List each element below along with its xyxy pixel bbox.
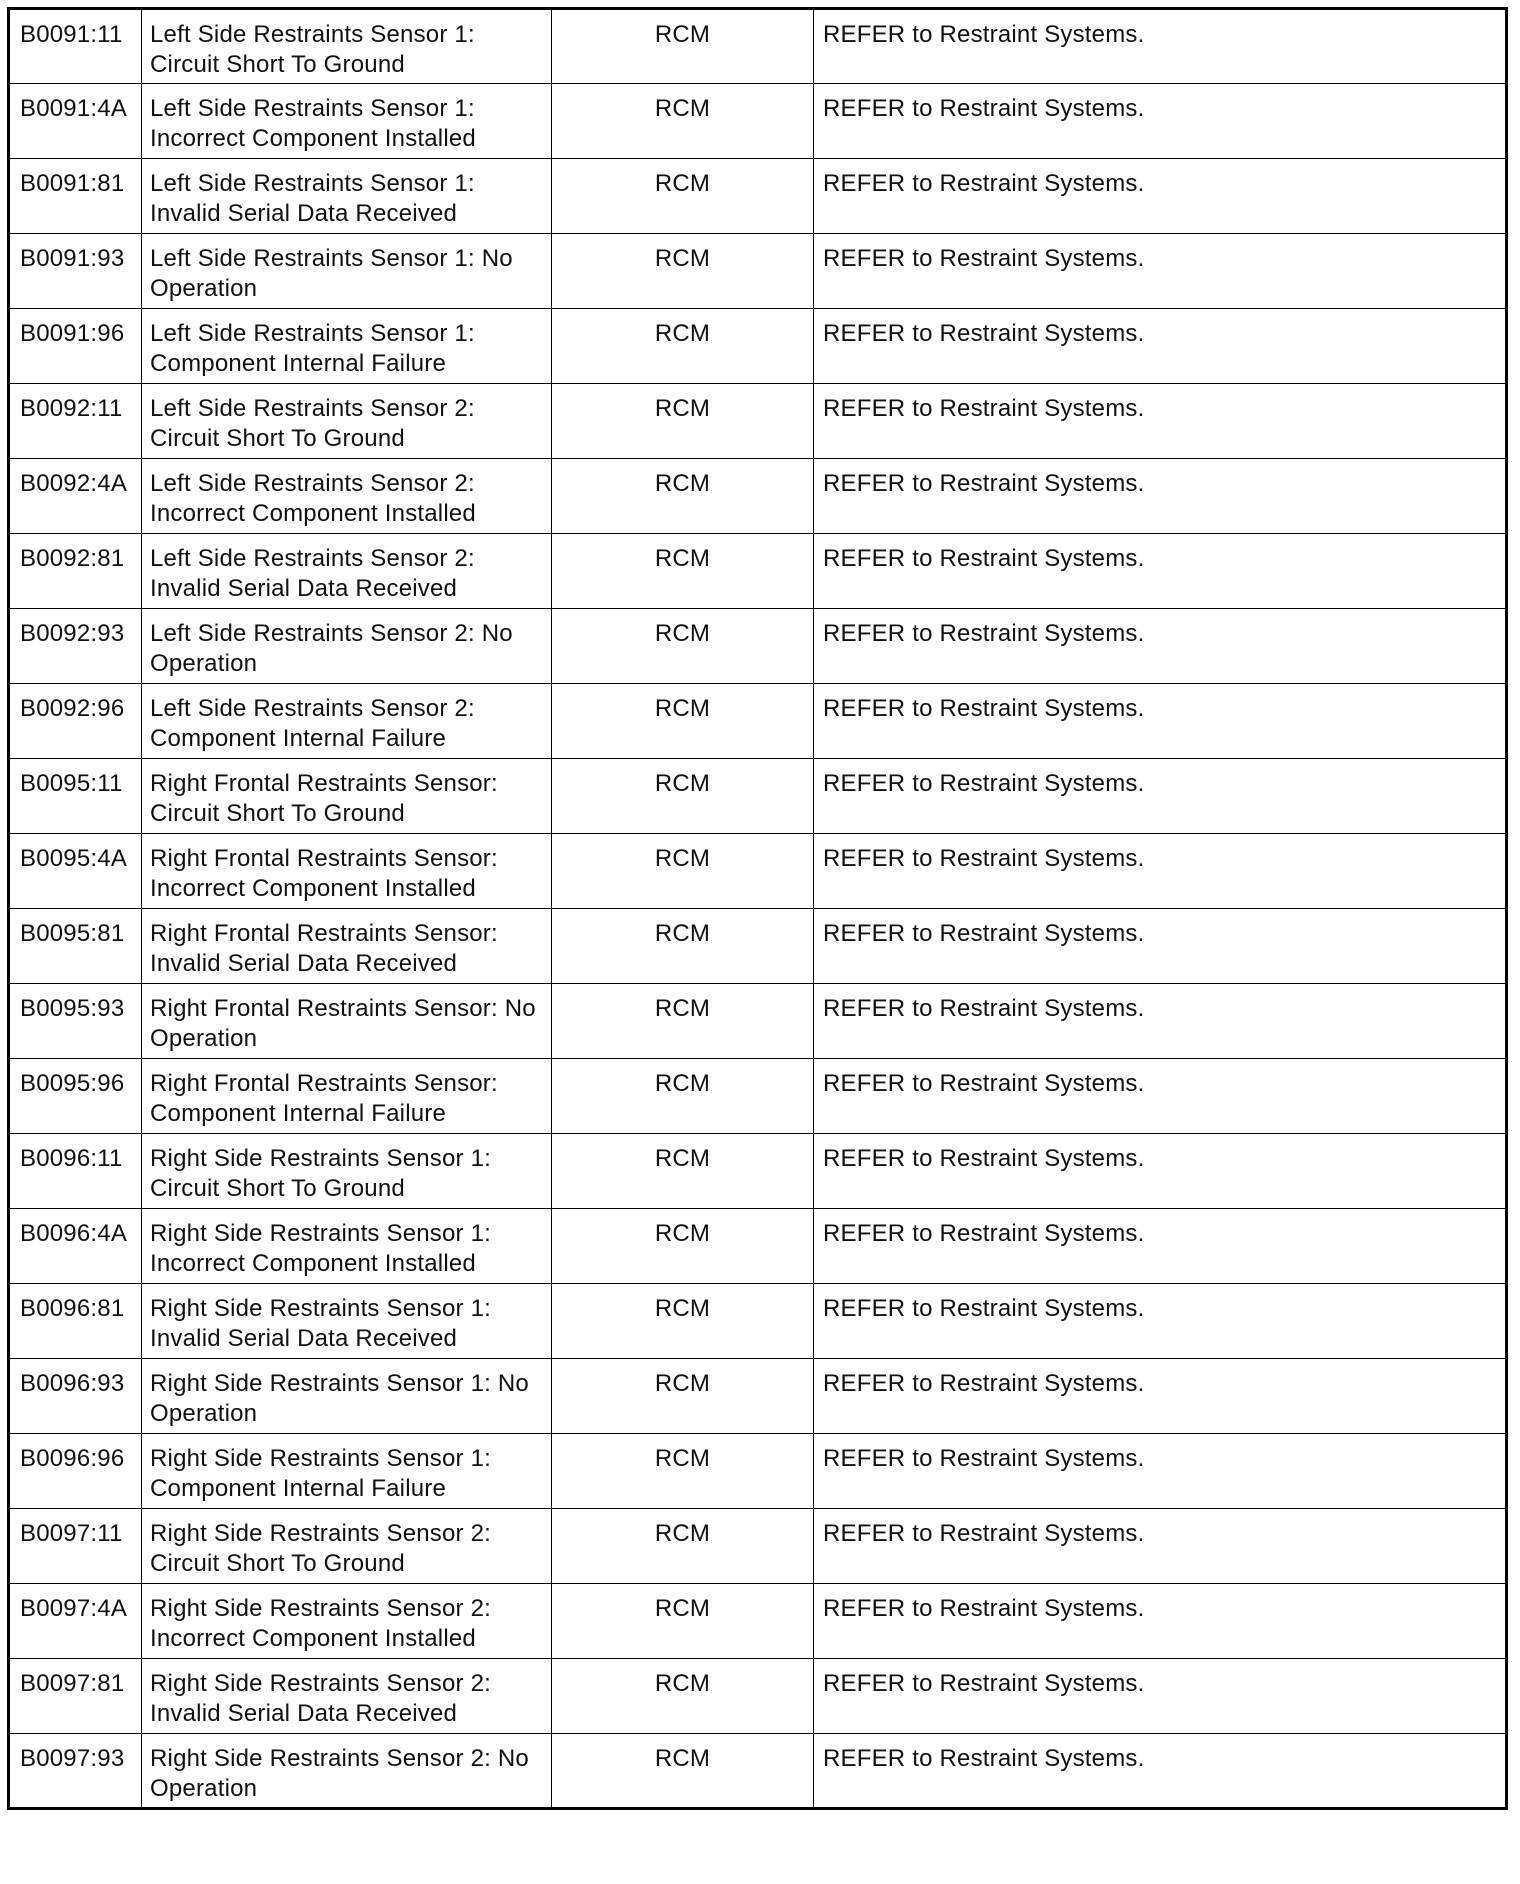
action-cell: REFER to Restraint Systems. bbox=[814, 1359, 1507, 1434]
dtc-code-cell: B0091:4A bbox=[9, 84, 142, 159]
action-cell: REFER to Restraint Systems. bbox=[814, 1659, 1507, 1734]
dtc-description-cell: Right Side Restraints Sensor 1: Circuit Short To Ground bbox=[142, 1134, 552, 1209]
dtc-description-cell: Right Side Restraints Sensor 2: Invalid Serial Data Received bbox=[142, 1659, 552, 1734]
dtc-description-cell: Right Frontal Restraints Sensor: No Operation bbox=[142, 984, 552, 1059]
dtc-description-cell: Right Side Restraints Sensor 2: No Operation bbox=[142, 1734, 552, 1809]
table-row bbox=[9, 309, 1507, 384]
dtc-code-cell: B0091:81 bbox=[9, 159, 142, 234]
dtc-description-cell: Right Side Restraints Sensor 2: Incorrect Component Installed bbox=[142, 1584, 552, 1659]
dtc-description-cell: Left Side Restraints Sensor 1: No Operation bbox=[142, 234, 552, 309]
action-cell: REFER to Restraint Systems. bbox=[814, 834, 1507, 909]
action-cell: REFER to Restraint Systems. bbox=[814, 1284, 1507, 1359]
table-row bbox=[9, 1734, 1507, 1809]
module-cell: RCM bbox=[552, 384, 814, 459]
module-cell: RCM bbox=[552, 1284, 814, 1359]
module-cell: RCM bbox=[552, 759, 814, 834]
table-row bbox=[9, 1209, 1507, 1284]
dtc-description-cell: Left Side Restraints Sensor 2: Component Internal Failure bbox=[142, 684, 552, 759]
action-cell: REFER to Restraint Systems. bbox=[814, 459, 1507, 534]
dtc-code-cell: B0095:11 bbox=[9, 759, 142, 834]
action-cell: REFER to Restraint Systems. bbox=[814, 759, 1507, 834]
module-cell: RCM bbox=[552, 684, 814, 759]
action-cell: REFER to Restraint Systems. bbox=[814, 159, 1507, 234]
table-row bbox=[9, 1284, 1507, 1359]
dtc-description-cell: Left Side Restraints Sensor 2: Incorrect Component Installed bbox=[142, 459, 552, 534]
module-cell: RCM bbox=[552, 1209, 814, 1284]
dtc-code-cell: B0097:4A bbox=[9, 1584, 142, 1659]
dtc-code-cell: B0092:81 bbox=[9, 534, 142, 609]
dtc-code-cell: B0092:96 bbox=[9, 684, 142, 759]
table-row bbox=[9, 1434, 1507, 1509]
module-cell: RCM bbox=[552, 459, 814, 534]
action-cell: REFER to Restraint Systems. bbox=[814, 684, 1507, 759]
dtc-description-cell: Left Side Restraints Sensor 2: No Operation bbox=[142, 609, 552, 684]
dtc-code-cell: B0097:81 bbox=[9, 1659, 142, 1734]
action-cell: REFER to Restraint Systems. bbox=[814, 1734, 1507, 1809]
module-cell: RCM bbox=[552, 1509, 814, 1584]
action-cell: REFER to Restraint Systems. bbox=[814, 9, 1507, 84]
table-row bbox=[9, 534, 1507, 609]
module-cell: RCM bbox=[552, 1059, 814, 1134]
table-row bbox=[9, 84, 1507, 159]
dtc-code-cell: B0092:4A bbox=[9, 459, 142, 534]
module-cell: RCM bbox=[552, 1134, 814, 1209]
table-row bbox=[9, 609, 1507, 684]
dtc-code-cell: B0095:4A bbox=[9, 834, 142, 909]
table-row bbox=[9, 159, 1507, 234]
dtc-description-cell: Right Side Restraints Sensor 1: Component Internal Failure bbox=[142, 1434, 552, 1509]
module-cell: RCM bbox=[552, 1359, 814, 1434]
dtc-code-cell: B0096:81 bbox=[9, 1284, 142, 1359]
table-row bbox=[9, 1509, 1507, 1584]
dtc-code-cell: B0095:96 bbox=[9, 1059, 142, 1134]
dtc-code-cell: B0096:4A bbox=[9, 1209, 142, 1284]
module-cell: RCM bbox=[552, 234, 814, 309]
table-row bbox=[9, 1584, 1507, 1659]
dtc-description-cell: Right Frontal Restraints Sensor: Invalid Serial Data Received bbox=[142, 909, 552, 984]
table-row bbox=[9, 1059, 1507, 1134]
dtc-code-cell: B0096:11 bbox=[9, 1134, 142, 1209]
table-row bbox=[9, 909, 1507, 984]
module-cell: RCM bbox=[552, 1659, 814, 1734]
module-cell: RCM bbox=[552, 9, 814, 84]
dtc-code-cell: B0092:11 bbox=[9, 384, 142, 459]
table-row bbox=[9, 984, 1507, 1059]
table-row bbox=[9, 1659, 1507, 1734]
module-cell: RCM bbox=[552, 534, 814, 609]
action-cell: REFER to Restraint Systems. bbox=[814, 234, 1507, 309]
dtc-code-cell: B0095:81 bbox=[9, 909, 142, 984]
dtc-description-cell: Left Side Restraints Sensor 2: Circuit Short To Ground bbox=[142, 384, 552, 459]
action-cell: REFER to Restraint Systems. bbox=[814, 1509, 1507, 1584]
module-cell: RCM bbox=[552, 984, 814, 1059]
table-row bbox=[9, 684, 1507, 759]
dtc-description-cell: Right Frontal Restraints Sensor: Component Internal Failure bbox=[142, 1059, 552, 1134]
module-cell: RCM bbox=[552, 309, 814, 384]
dtc-description-cell: Left Side Restraints Sensor 1: Incorrect Component Installed bbox=[142, 84, 552, 159]
action-cell: REFER to Restraint Systems. bbox=[814, 609, 1507, 684]
table-row bbox=[9, 384, 1507, 459]
module-cell: RCM bbox=[552, 1734, 814, 1809]
action-cell: REFER to Restraint Systems. bbox=[814, 1434, 1507, 1509]
module-cell: RCM bbox=[552, 834, 814, 909]
action-cell: REFER to Restraint Systems. bbox=[814, 384, 1507, 459]
module-cell: RCM bbox=[552, 159, 814, 234]
action-cell: REFER to Restraint Systems. bbox=[814, 984, 1507, 1059]
dtc-code-cell: B0091:96 bbox=[9, 309, 142, 384]
table-row bbox=[9, 834, 1507, 909]
module-cell: RCM bbox=[552, 1584, 814, 1659]
dtc-description-cell: Right Frontal Restraints Sensor: Circuit Short To Ground bbox=[142, 759, 552, 834]
dtc-description-cell: Right Frontal Restraints Sensor: Incorrect Component Installed bbox=[142, 834, 552, 909]
dtc-description-cell: Left Side Restraints Sensor 2: Invalid Serial Data Received bbox=[142, 534, 552, 609]
dtc-code-cell: B0097:11 bbox=[9, 1509, 142, 1584]
table-row bbox=[9, 9, 1507, 84]
dtc-code-cell: B0096:93 bbox=[9, 1359, 142, 1434]
action-cell: REFER to Restraint Systems. bbox=[814, 309, 1507, 384]
dtc-code-cell: B0091:93 bbox=[9, 234, 142, 309]
dtc-code-cell: B0095:93 bbox=[9, 984, 142, 1059]
action-cell: REFER to Restraint Systems. bbox=[814, 84, 1507, 159]
dtc-table-body bbox=[9, 9, 1507, 1809]
dtc-code-cell: B0097:93 bbox=[9, 1734, 142, 1809]
table-row bbox=[9, 459, 1507, 534]
dtc-code-cell: B0096:96 bbox=[9, 1434, 142, 1509]
action-cell: REFER to Restraint Systems. bbox=[814, 1059, 1507, 1134]
module-cell: RCM bbox=[552, 909, 814, 984]
dtc-description-cell: Right Side Restraints Sensor 2: Circuit Short To Ground bbox=[142, 1509, 552, 1584]
module-cell: RCM bbox=[552, 1434, 814, 1509]
dtc-description-cell: Right Side Restraints Sensor 1: Incorrect Component Installed bbox=[142, 1209, 552, 1284]
dtc-code-cell: B0091:11 bbox=[9, 9, 142, 84]
dtc-description-cell: Left Side Restraints Sensor 1: Component Internal Failure bbox=[142, 309, 552, 384]
action-cell: REFER to Restraint Systems. bbox=[814, 534, 1507, 609]
table-row bbox=[9, 1359, 1507, 1434]
action-cell: REFER to Restraint Systems. bbox=[814, 1584, 1507, 1659]
dtc-description-cell: Right Side Restraints Sensor 1: No Operation bbox=[142, 1359, 552, 1434]
dtc-description-cell: Left Side Restraints Sensor 1: Circuit Short To Ground bbox=[142, 9, 552, 84]
table-row bbox=[9, 234, 1507, 309]
dtc-table bbox=[7, 7, 1508, 1810]
dtc-code-cell: B0092:93 bbox=[9, 609, 142, 684]
action-cell: REFER to Restraint Systems. bbox=[814, 1209, 1507, 1284]
table-row bbox=[9, 1134, 1507, 1209]
table-row bbox=[9, 759, 1507, 834]
module-cell: RCM bbox=[552, 609, 814, 684]
dtc-description-cell: Right Side Restraints Sensor 1: Invalid Serial Data Received bbox=[142, 1284, 552, 1359]
module-cell: RCM bbox=[552, 84, 814, 159]
action-cell: REFER to Restraint Systems. bbox=[814, 1134, 1507, 1209]
dtc-description-cell: Left Side Restraints Sensor 1: Invalid Serial Data Received bbox=[142, 159, 552, 234]
action-cell: REFER to Restraint Systems. bbox=[814, 909, 1507, 984]
